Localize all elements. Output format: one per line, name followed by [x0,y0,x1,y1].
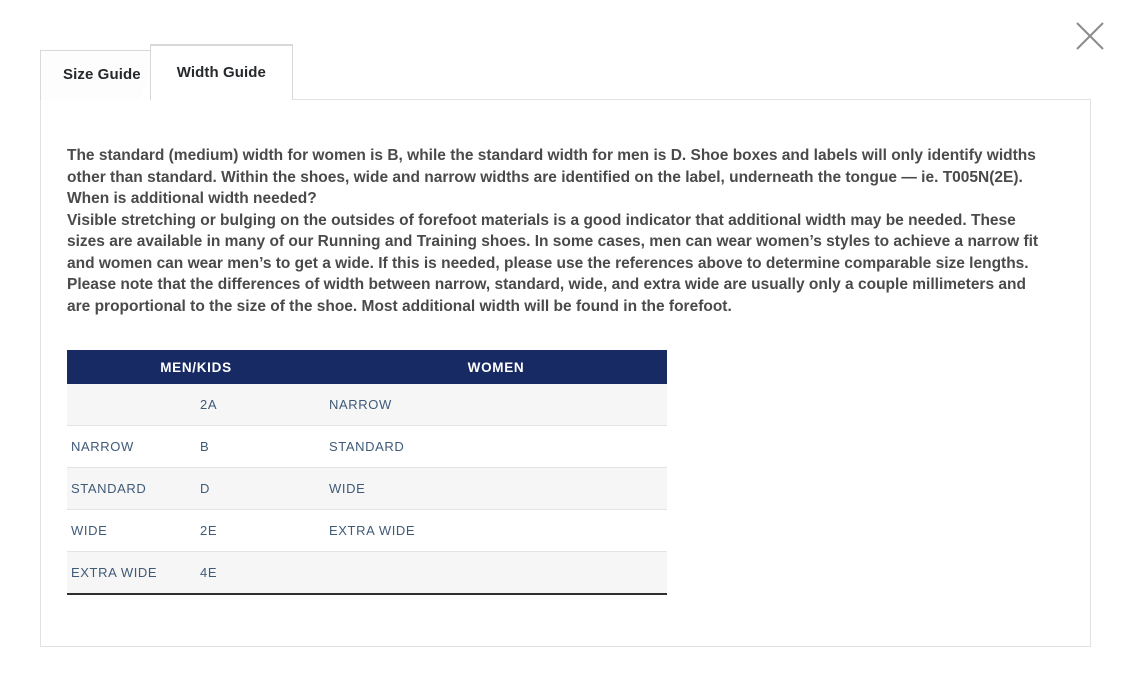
cell-code: B [196,426,325,468]
cell-women [325,552,667,595]
cell-code: D [196,468,325,510]
table-row [67,468,667,510]
table-header-row [67,350,667,384]
intro-paragraph: The standard (medium) width for women is B, while the standard width for men is D. Shoe boxes and labels will only identify widths other than standard. Within the shoes, wide and narrow widths are identified on the label, underneath the tongue — ie. T005N(2E). [67,147,1036,186]
width-table [67,350,667,595]
cell-men: STANDARD [67,468,196,510]
cell-code: 2A [196,384,325,426]
column-header-men-kids: MEN/KIDS [67,350,325,384]
question-heading: When is additional width needed? [67,190,317,207]
cell-women: STANDARD [325,426,667,468]
close-icon [1072,18,1108,54]
cell-code: 2E [196,510,325,552]
cell-men: WIDE [67,510,196,552]
tab-width-guide[interactable] [150,45,293,100]
table-row [67,384,667,426]
panel-content [41,100,1090,595]
close-button[interactable] [1072,18,1108,54]
table-row [67,426,667,468]
tab-size-guide-label: Size Guide [63,66,141,83]
tab-width-guide-label: Width Guide [176,64,266,81]
cell-men [67,384,196,426]
cell-code: 4E [196,552,325,595]
tab-list [40,45,293,100]
cell-women: WIDE [325,468,667,510]
cell-women: EXTRA WIDE [325,510,667,552]
width-guide-panel [40,99,1091,647]
width-table-body [67,384,667,594]
cell-women: NARROW [325,384,667,426]
detail-paragraph: Visible stretching or bulging on the outsides of forefoot materials is a good indicator that additional width may be needed. These sizes are available in many of our Running and Training shoes. In some cases, men can wear women’s styles to achieve a narrow fit and women can wear men’s to get a wide. If this is needed, please use the references above to determine comparable size lengths. Please note that the differences of width between narrow, standard, wide, and extra wide are usually only a couple millimeters and are proportional to the size of the shoe. Most additional width will be found in the forefoot. [67,211,1039,315]
table-row [67,510,667,552]
cell-men: EXTRA WIDE [67,552,196,595]
tab-size-guide[interactable] [40,50,164,100]
column-header-women: WOMEN [325,350,667,384]
width-table-head [67,350,667,384]
table-row [67,552,667,595]
cell-men: NARROW [67,426,196,468]
